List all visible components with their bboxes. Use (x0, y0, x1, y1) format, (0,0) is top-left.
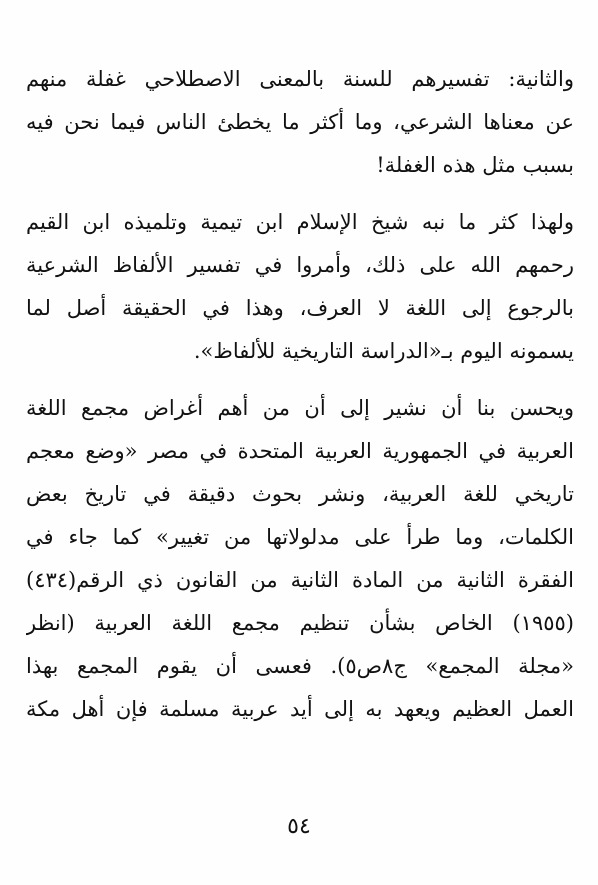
paragraph-3 (26, 387, 574, 731)
text-line: رحمهم الله على ذلك، وأمروا في تفسير الألفاظ الشرعية (26, 253, 574, 277)
body-text (26, 58, 574, 745)
text-line: العربية في الجمهورية العربية المتحدة في مصر «وضع معجم (26, 439, 574, 463)
text-line: بسبب مثل هذه الغفلة! (376, 153, 574, 177)
page-number: ٥٤ (287, 814, 311, 839)
text-line: الكلمات، وما طرأ على مدلولاتها من تغيير» كما جاء في (26, 525, 574, 549)
text-line: يسمونه اليوم بـ«الدراسة التاريخية للألفاظ». (193, 339, 574, 363)
text-line: عن معناها الشرعي، وما أكثر ما يخطئ الناس فيما نحن فيه (26, 110, 574, 134)
paragraph-2 (26, 201, 574, 373)
text-line: العمل العظيم ويعهد به إلى أيد عربية مسلمة فإن أهل مكة (26, 697, 574, 721)
text-line: ويحسن بنا أن نشير إلى أن من أهم أغراض مجمع اللغة (26, 396, 574, 420)
text-line: بالرجوع إلى اللغة لا العرف، وهذا في الحقيقة أصل لما (26, 296, 574, 320)
text-line: «مجلة المجمع» ج٨ص٥). فعسى أن يقوم المجمع بهذا (26, 654, 574, 678)
text-line: ولهذا كثر ما نبه شيخ الإسلام ابن تيمية وتلميذه ابن القيم (26, 210, 574, 234)
text-line: الفقرة الثانية من المادة الثانية من القانون ذي الرقم(٤٣٤) (26, 568, 574, 592)
text-line: والثانية: تفسيرهم للسنة بالمعنى الاصطلاحي غفلة منهم (26, 67, 574, 91)
text-line: تاريخي للغة العربية، ونشر بحوث دقيقة في تاريخ بعض (26, 482, 574, 506)
paragraph-1 (26, 58, 574, 187)
text-line: (١٩٥٥) الخاص بشأن تنظيم مجمع اللغة العربية (انظر (26, 611, 574, 635)
